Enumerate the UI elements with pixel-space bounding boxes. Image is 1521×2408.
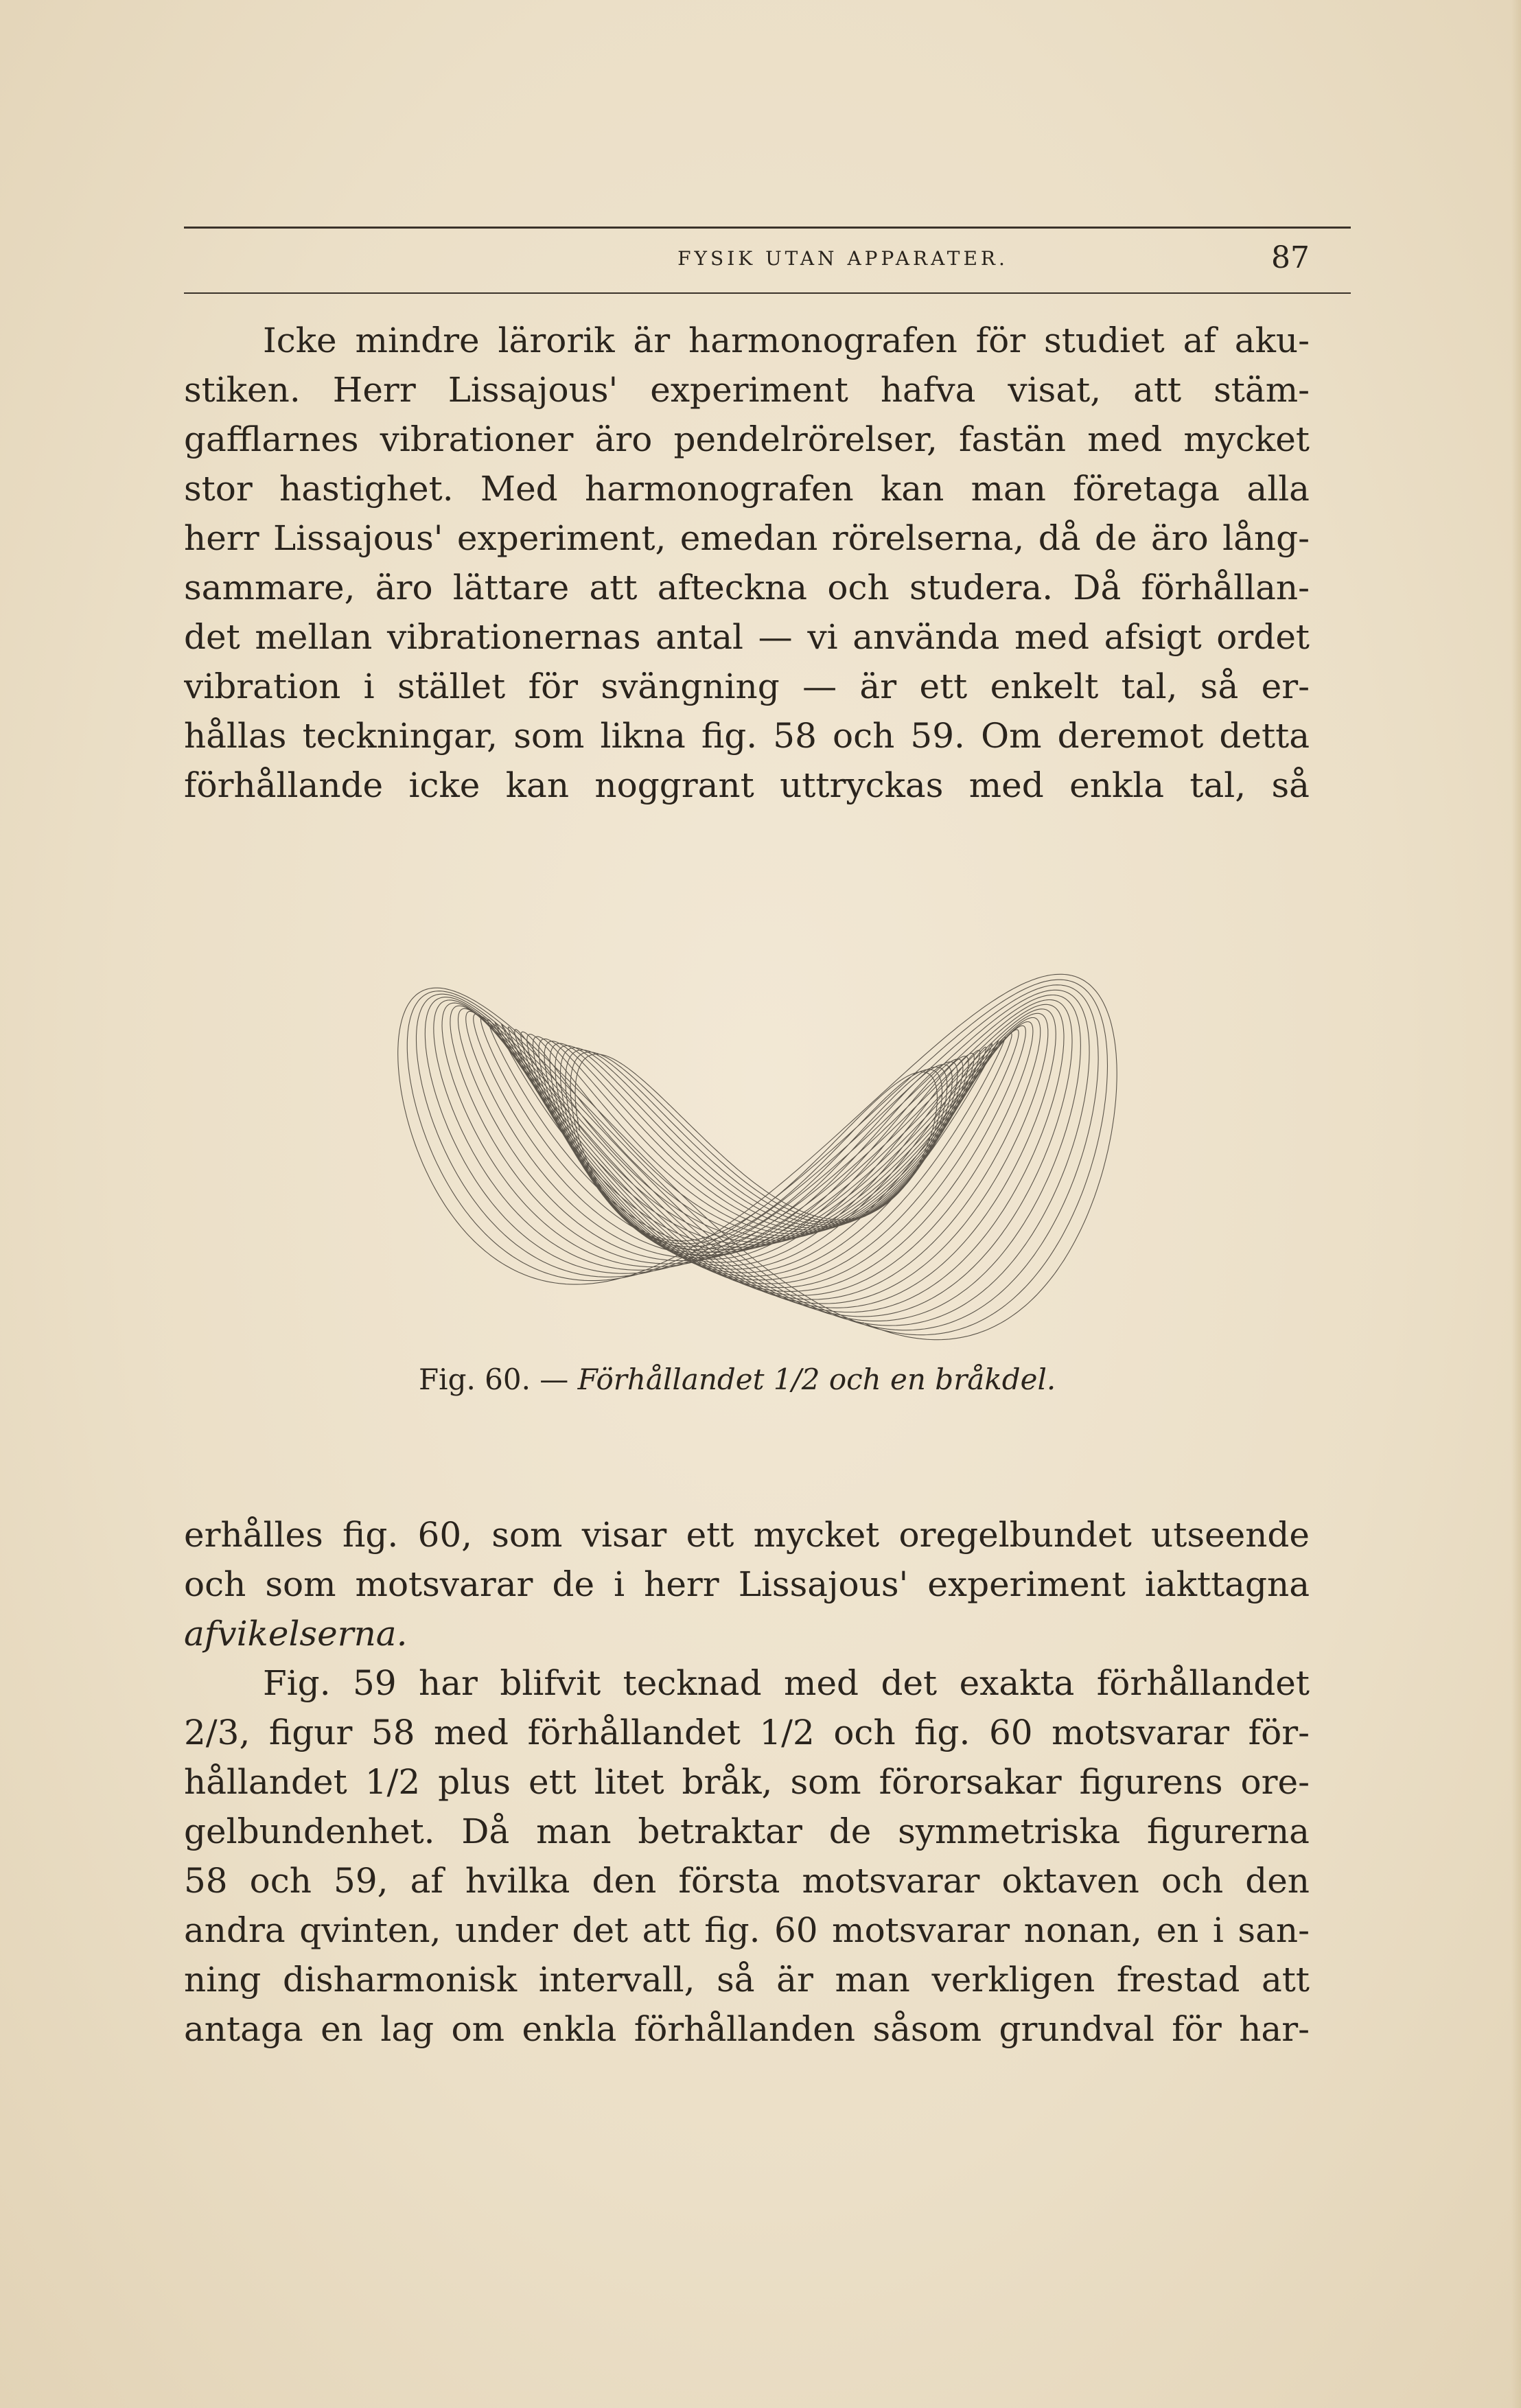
page-edge (1511, 0, 1521, 2408)
header-rule-bottom (184, 292, 1351, 294)
text-line: det mellan vibrationernas antal — vi använda med afsigt ordet (184, 617, 1310, 657)
text-line: vibration i stället för svängning — är ett enkelt tal, så er- (184, 667, 1310, 706)
italic-term: afvikelserna. (184, 1614, 408, 1654)
figure-caption (419, 1363, 1105, 1396)
harmonograph-curve (398, 974, 1117, 1339)
paragraph-1 (184, 316, 1310, 810)
harmonograph-figure (350, 920, 1160, 1345)
text-line: herr Lissajous' experiment, emedan rörelserna, då de äro lång- (184, 518, 1310, 558)
text-line: sammare, äro lättare att afteckna och studera. Då förhållan- (184, 568, 1310, 607)
text-line: stor hastighet. Med harmonografen kan man företaga alla (184, 469, 1310, 509)
text-line: stiken. Herr Lissajous' experiment hafva visat, att stäm- (184, 370, 1310, 410)
text-line: gafflarnes vibrationer äro pendelrörelser, fastän med mycket (184, 419, 1310, 459)
text-line: Fig. 59 har blifvit tecknad med det exakta förhållandet (263, 1663, 1310, 1703)
text-line: ning disharmonisk intervall, så är man verkligen frestad att (184, 1960, 1310, 2000)
text-line: 58 och 59, af hvilka den första motsvarar oktaven och den (184, 1861, 1310, 1901)
harmonograph-drawing (350, 920, 1160, 1345)
text-line: antaga en lag om enkla förhållanden såsom grundval för har- (184, 2009, 1310, 2049)
text-line: och som motsvarar de i herr Lissajous' experiment iakttagna (184, 1564, 1310, 1604)
page-header (184, 227, 1351, 295)
text-line: Icke mindre lärorik är harmonografen för studiet af aku- (263, 321, 1310, 360)
text-line: hållandet 1/2 plus ett litet bråk, som förorsakar figurens ore- (184, 1762, 1310, 1802)
text-line: gelbundenhet. Då man betraktar de symmetriska figurerna (184, 1811, 1310, 1851)
caption-text: Förhållandet 1/2 och en bråkdel. (577, 1363, 1056, 1396)
text-line-italic (184, 1609, 1310, 1658)
text-line: hållas teckningar, som likna fig. 58 och 59. Om deremot detta (184, 716, 1310, 756)
caption-number: Fig. 60. — (419, 1363, 569, 1396)
header-rule-top (184, 227, 1351, 229)
paragraph-2 (184, 1510, 1310, 2054)
text-line: 2/3, figur 58 med förhållandet 1/2 och fig. 60 motsvarar för- (184, 1713, 1310, 1752)
text-line: andra qvinten, under det att fig. 60 motsvarar nonan, en i san- (184, 1910, 1310, 1950)
text-line: förhållande icke kan noggrant uttryckas med enkla tal, så (184, 765, 1310, 805)
running-head: FYSIK UTAN APPARATER. (677, 247, 1008, 270)
text-line: erhålles fig. 60, som visar ett mycket oregelbundet utseende (184, 1515, 1310, 1555)
page-number: 87 (1271, 240, 1310, 275)
